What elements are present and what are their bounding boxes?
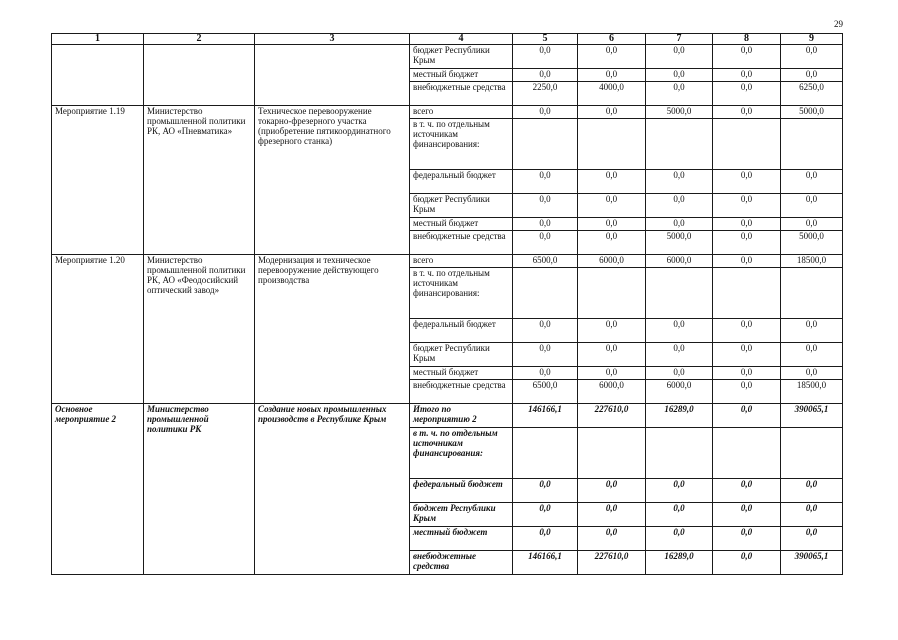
amount-cell: 0,0 [578, 194, 646, 218]
amount-cell: 4000,0 [578, 82, 646, 106]
amount-cell: 0,0 [646, 527, 713, 551]
amount-cell [578, 119, 646, 170]
funding-source-cell: в т. ч. по отдельным источникам финансирования: [410, 428, 513, 479]
amount-cell: 0,0 [513, 69, 578, 82]
table-row [52, 106, 843, 119]
amount-cell: 6000,0 [578, 380, 646, 404]
amount-cell: 0,0 [513, 479, 578, 503]
funding-source-cell: всего [410, 106, 513, 119]
funding-source-cell: внебюджетные средства [410, 551, 513, 575]
amount-cell: 0,0 [713, 82, 781, 106]
amount-cell: 6000,0 [646, 380, 713, 404]
amount-cell: 0,0 [713, 45, 781, 69]
event-cell [52, 45, 144, 106]
funding-source-cell: федеральный бюджет [410, 479, 513, 503]
column-number: 3 [255, 34, 410, 45]
amount-cell: 0,0 [578, 479, 646, 503]
page-number: 29 [834, 19, 843, 29]
amount-cell: 0,0 [781, 45, 843, 69]
funding-source-cell: бюджет Республики Крым [410, 194, 513, 218]
amount-cell: 5000,0 [646, 231, 713, 255]
funding-source-cell: внебюджетные средства [410, 82, 513, 106]
amount-cell: 0,0 [513, 45, 578, 69]
amount-cell [646, 268, 713, 319]
amount-cell: 0,0 [646, 82, 713, 106]
column-number: 2 [144, 34, 255, 45]
amount-cell: 0,0 [781, 343, 843, 367]
amount-cell: 5000,0 [781, 231, 843, 255]
amount-cell: 0,0 [713, 218, 781, 231]
amount-cell [781, 428, 843, 479]
amount-cell: 0,0 [781, 319, 843, 343]
amount-cell: 0,0 [713, 479, 781, 503]
amount-cell: 0,0 [513, 106, 578, 119]
table-row [52, 45, 843, 69]
amount-cell: 0,0 [781, 479, 843, 503]
column-number: 1 [52, 34, 144, 45]
amount-cell: 0,0 [781, 527, 843, 551]
description-cell: Создание новых промышленных производств в Республике Крым [255, 404, 410, 575]
amount-cell: 0,0 [513, 231, 578, 255]
funding-source-cell: местный бюджет [410, 218, 513, 231]
funding-source-cell: Итого по мероприятию 2 [410, 404, 513, 428]
financing-table [51, 33, 843, 575]
event-cell: Основное мероприятие 2 [52, 404, 144, 575]
executor-cell: Министерство промышленной политики РК [144, 404, 255, 575]
amount-cell: 0,0 [781, 194, 843, 218]
amount-cell: 0,0 [713, 231, 781, 255]
amount-cell: 6000,0 [578, 255, 646, 268]
funding-source-cell: федеральный бюджет [410, 319, 513, 343]
amount-cell: 18500,0 [781, 380, 843, 404]
amount-cell: 0,0 [713, 404, 781, 428]
amount-cell: 227610,0 [578, 404, 646, 428]
amount-cell: 146166,1 [513, 551, 578, 575]
column-number: 4 [410, 34, 513, 45]
amount-cell: 0,0 [781, 503, 843, 527]
amount-cell: 0,0 [578, 45, 646, 69]
funding-source-cell: бюджет Республики Крым [410, 503, 513, 527]
amount-cell: 0,0 [578, 170, 646, 194]
amount-cell: 16289,0 [646, 404, 713, 428]
event-cell: Мероприятие 1.20 [52, 255, 144, 404]
amount-cell: 0,0 [513, 527, 578, 551]
amount-cell [513, 119, 578, 170]
amount-cell: 6250,0 [781, 82, 843, 106]
amount-cell: 5000,0 [646, 106, 713, 119]
amount-cell: 146166,1 [513, 404, 578, 428]
amount-cell [781, 268, 843, 319]
amount-cell: 0,0 [713, 551, 781, 575]
amount-cell: 0,0 [513, 319, 578, 343]
column-number: 9 [781, 34, 843, 45]
amount-cell: 0,0 [646, 194, 713, 218]
funding-source-cell: внебюджетные средства [410, 380, 513, 404]
executor-cell: Министерство промышленной политики РК, АО «Пневматика» [144, 106, 255, 255]
amount-cell [713, 428, 781, 479]
executor-cell: Министерство промышленной политики РК, АО «Феодосийский оптический завод» [144, 255, 255, 404]
amount-cell: 0,0 [646, 170, 713, 194]
column-number-row [52, 34, 843, 45]
amount-cell: 18500,0 [781, 255, 843, 268]
amount-cell: 6500,0 [513, 255, 578, 268]
amount-cell: 0,0 [513, 503, 578, 527]
amount-cell: 16289,0 [646, 551, 713, 575]
table-row [52, 255, 843, 268]
amount-cell: 0,0 [513, 367, 578, 380]
funding-source-cell: местный бюджет [410, 527, 513, 551]
amount-cell: 0,0 [781, 218, 843, 231]
funding-source-cell: бюджет Республики Крым [410, 343, 513, 367]
amount-cell [713, 268, 781, 319]
funding-source-cell: в т. ч. по отдельным источникам финансирования: [410, 119, 513, 170]
amount-cell [513, 268, 578, 319]
amount-cell: 0,0 [646, 218, 713, 231]
amount-cell: 0,0 [646, 319, 713, 343]
amount-cell: 0,0 [578, 319, 646, 343]
column-number: 8 [713, 34, 781, 45]
amount-cell: 0,0 [713, 380, 781, 404]
amount-cell: 0,0 [578, 503, 646, 527]
amount-cell: 0,0 [646, 45, 713, 69]
funding-source-cell: внебюджетные средства [410, 231, 513, 255]
amount-cell: 0,0 [781, 69, 843, 82]
amount-cell: 0,0 [646, 479, 713, 503]
column-number: 6 [578, 34, 646, 45]
amount-cell [646, 428, 713, 479]
amount-cell: 0,0 [646, 69, 713, 82]
funding-source-cell: федеральный бюджет [410, 170, 513, 194]
column-number: 7 [646, 34, 713, 45]
funding-source-cell: бюджет Республики Крым [410, 45, 513, 69]
funding-source-cell: всего [410, 255, 513, 268]
amount-cell: 0,0 [713, 255, 781, 268]
event-cell: Мероприятие 1.19 [52, 106, 144, 255]
amount-cell: 0,0 [578, 231, 646, 255]
amount-cell [781, 119, 843, 170]
amount-cell: 0,0 [578, 527, 646, 551]
description-cell: Техническое перевооружение токарно-фрезерного участка (приобретение пятикоординатного фрезерного станка) [255, 106, 410, 255]
amount-cell [646, 119, 713, 170]
amount-cell: 0,0 [781, 367, 843, 380]
amount-cell: 0,0 [513, 218, 578, 231]
amount-cell: 0,0 [578, 343, 646, 367]
amount-cell: 5000,0 [781, 106, 843, 119]
amount-cell: 0,0 [646, 367, 713, 380]
amount-cell: 0,0 [513, 170, 578, 194]
description-cell [255, 45, 410, 106]
amount-cell: 0,0 [713, 69, 781, 82]
amount-cell: 0,0 [713, 367, 781, 380]
amount-cell: 390065,1 [781, 551, 843, 575]
amount-cell: 0,0 [646, 343, 713, 367]
funding-source-cell: в т. ч. по отдельным источникам финансирования: [410, 268, 513, 319]
amount-cell: 6000,0 [646, 255, 713, 268]
amount-cell: 0,0 [713, 106, 781, 119]
executor-cell [144, 45, 255, 106]
amount-cell [578, 268, 646, 319]
amount-cell: 227610,0 [578, 551, 646, 575]
amount-cell: 0,0 [713, 503, 781, 527]
table-row [52, 404, 843, 428]
amount-cell: 0,0 [713, 343, 781, 367]
amount-cell: 0,0 [578, 106, 646, 119]
amount-cell [578, 428, 646, 479]
amount-cell: 390065,1 [781, 404, 843, 428]
amount-cell: 0,0 [513, 343, 578, 367]
amount-cell: 0,0 [513, 194, 578, 218]
amount-cell: 0,0 [646, 503, 713, 527]
amount-cell: 6500,0 [513, 380, 578, 404]
column-number: 5 [513, 34, 578, 45]
funding-source-cell: местный бюджет [410, 367, 513, 380]
amount-cell: 2250,0 [513, 82, 578, 106]
amount-cell: 0,0 [781, 170, 843, 194]
amount-cell: 0,0 [713, 194, 781, 218]
amount-cell [513, 428, 578, 479]
amount-cell: 0,0 [713, 527, 781, 551]
funding-source-cell: местный бюджет [410, 69, 513, 82]
description-cell: Модернизация и техническое перевооружение действующего производства [255, 255, 410, 404]
amount-cell: 0,0 [578, 218, 646, 231]
amount-cell: 0,0 [578, 69, 646, 82]
amount-cell: 0,0 [713, 319, 781, 343]
amount-cell: 0,0 [578, 367, 646, 380]
amount-cell: 0,0 [713, 170, 781, 194]
amount-cell [713, 119, 781, 170]
